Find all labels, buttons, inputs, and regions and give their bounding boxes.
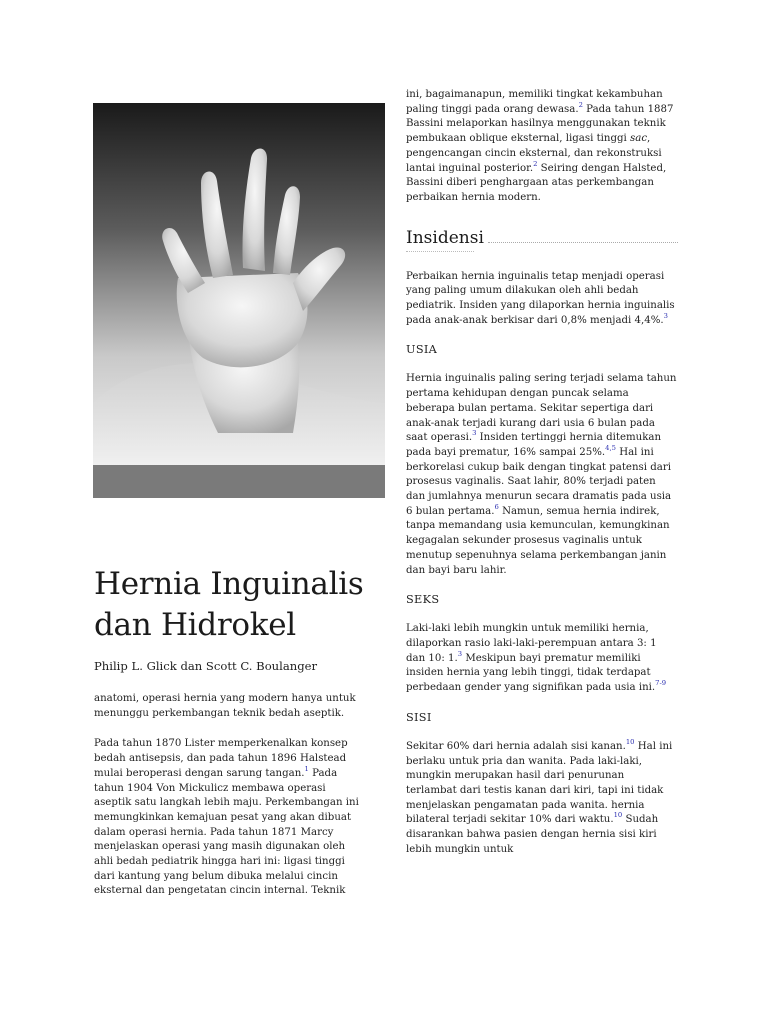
body-paragraph: [94, 737, 364, 899]
paragraph-text: Sudah disarankan bahwa pasien dengan hernia sisi kiri lebih mungkin untuk: [406, 814, 659, 855]
body-paragraph: [406, 622, 678, 696]
reference-link[interactable]: 7-9: [655, 679, 667, 688]
section-divider: [488, 242, 678, 243]
paragraph-text: Meskipun bayi prematur memiliki insiden hernia yang lebih tinggi, tidak terdapat perbedaan gender yang signifikan pada usia ini.: [406, 652, 656, 694]
paragraph-text: Hal ini berlaku untuk pria dan wanita. Pada laki-laki, mungkin merupakan hasil dari penurunan terlambat dari testis kanan dari kiri, tapi ini tidak menjelaskan pengamatan pada wanita. hernia bilateral terjadi sekitar 10% dari waktu.: [406, 740, 673, 826]
paragraph-text: Hernia inguinalis paling sering terjadi selama tahun pertama kehidupan dengan puncak selama beberapa bulan pertama. Sekitar sepertiga dari anak-anak terjadi kurang dari usia 6 bulan pada saat operasi.: [406, 373, 677, 444]
body-paragraph: [406, 372, 678, 578]
subsection-heading: SISI: [406, 710, 432, 724]
reference-link[interactable]: 1: [304, 764, 309, 773]
subsection-heading: USIA: [406, 343, 438, 357]
right-column: [406, 88, 678, 857]
body-paragraph: [406, 88, 678, 206]
paragraph-text: Perbaikan hernia inguinalis tetap menjadi operasi yang paling umum dilakukan oleh ahli bedah pediatrik. Insiden yang dilaporkan hernia inguinalis pada anak-anak berkisar dari 0,8% menjadi 4,4%.: [406, 270, 675, 326]
paragraph-text: Hal ini berkorelasi cukup baik dengan tingkat patensi dari prosesus vaginalis. Saat lahir, 80% terjadi paten dan jumlahnya menurun secara dramatis pada usia 6 bulan pertama.: [406, 446, 672, 517]
body-paragraph: [94, 692, 364, 721]
paragraph-text: Sekitar 60% dari hernia adalah sisi kanan.: [406, 740, 626, 752]
reference-link[interactable]: 2: [578, 100, 583, 109]
paragraph-text: Seiring dengan Halsted, Bassini diberi penghargaan atas perkembangan perbaikan hernia modern.: [406, 162, 667, 203]
infant-hand-photo: [93, 103, 385, 498]
reference-link[interactable]: 2: [533, 159, 538, 168]
article-authors: Philip L. Glick dan Scott C. Boulanger: [94, 659, 318, 673]
section-title: Insidensi: [406, 227, 484, 248]
article-title: Hernia Inguinalis dan Hidrokel: [94, 566, 364, 643]
body-paragraph: [406, 737, 678, 858]
reference-link[interactable]: 10: [613, 811, 623, 820]
paragraph-text: Pada tahun 1870 Lister memperkenalkan konsep bedah antisepsis, dan pada tahun 1896 Halstead mulai beroperasi dengan sarung tangan.: [94, 738, 348, 779]
paragraph-text: Insiden tertinggi hernia ditemukan pada bayi prematur, 16% sampai 25%.: [406, 432, 662, 458]
reference-link[interactable]: 10: [625, 737, 635, 746]
paragraph-text: anatomi, operasi hernia yang modern hanya untuk menunggu perkembangan teknik bedah aseptik.: [94, 693, 356, 719]
reference-link[interactable]: 6: [494, 502, 499, 511]
paragraph-text: , pengencangan cincin eksternal, dan rekonstruksi lantai inguinal posterior.: [406, 133, 662, 174]
section-header: [406, 228, 678, 248]
subsection-heading: SEKS: [406, 593, 440, 607]
paragraph-text: Pada tahun 1904 Von Mickulicz membawa operasi aseptik satu langkah lebih maju. Perkembangan ini memungkinkan kemajuan pesat yang akan dibuat dalam operasi hernia. Pada tahun 1871 Marcy menjelaskan operasi yang masih digunakan oleh ahli bedah pediatrik hingga hari ini: ligasi tinggi dari kantung yang belum dibuka melalui cincin eksternal dan pengetatan cincin internal. Teknik: [94, 767, 359, 897]
reference-link[interactable]: 3: [457, 649, 463, 658]
italic-term: sac: [630, 133, 648, 145]
left-column: [94, 692, 364, 899]
reference-link[interactable]: 3: [472, 429, 477, 438]
paragraph-text: ini, bagaimanapun, memiliki tingkat kekambuhan paling tinggi pada orang dewasa.: [406, 89, 663, 115]
body-paragraph: [406, 270, 678, 329]
paragraph-text: Namun, semua hernia indirek, tanpa memandang usia kemunculan, kemungkinan kegagalan sekunder prosesus vaginalis untuk menutup sepenuhnya selama perkembangan janin dan bayi baru lahir.: [406, 505, 670, 576]
reference-link[interactable]: 3: [663, 311, 668, 320]
paragraph-text: Pada tahun 1887 Bassini melaporkan hasilnya menggunakan teknik pembukaan oblique eksternal, ligasi tinggi: [406, 103, 674, 145]
paragraph-text: Laki-laki lebih mungkin untuk memiliki hernia, dilaporkan rasio laki-laki-perempuan antara 3: 1 dan 10: 1.: [406, 623, 657, 664]
reference-link[interactable]: 4,5: [605, 443, 616, 452]
